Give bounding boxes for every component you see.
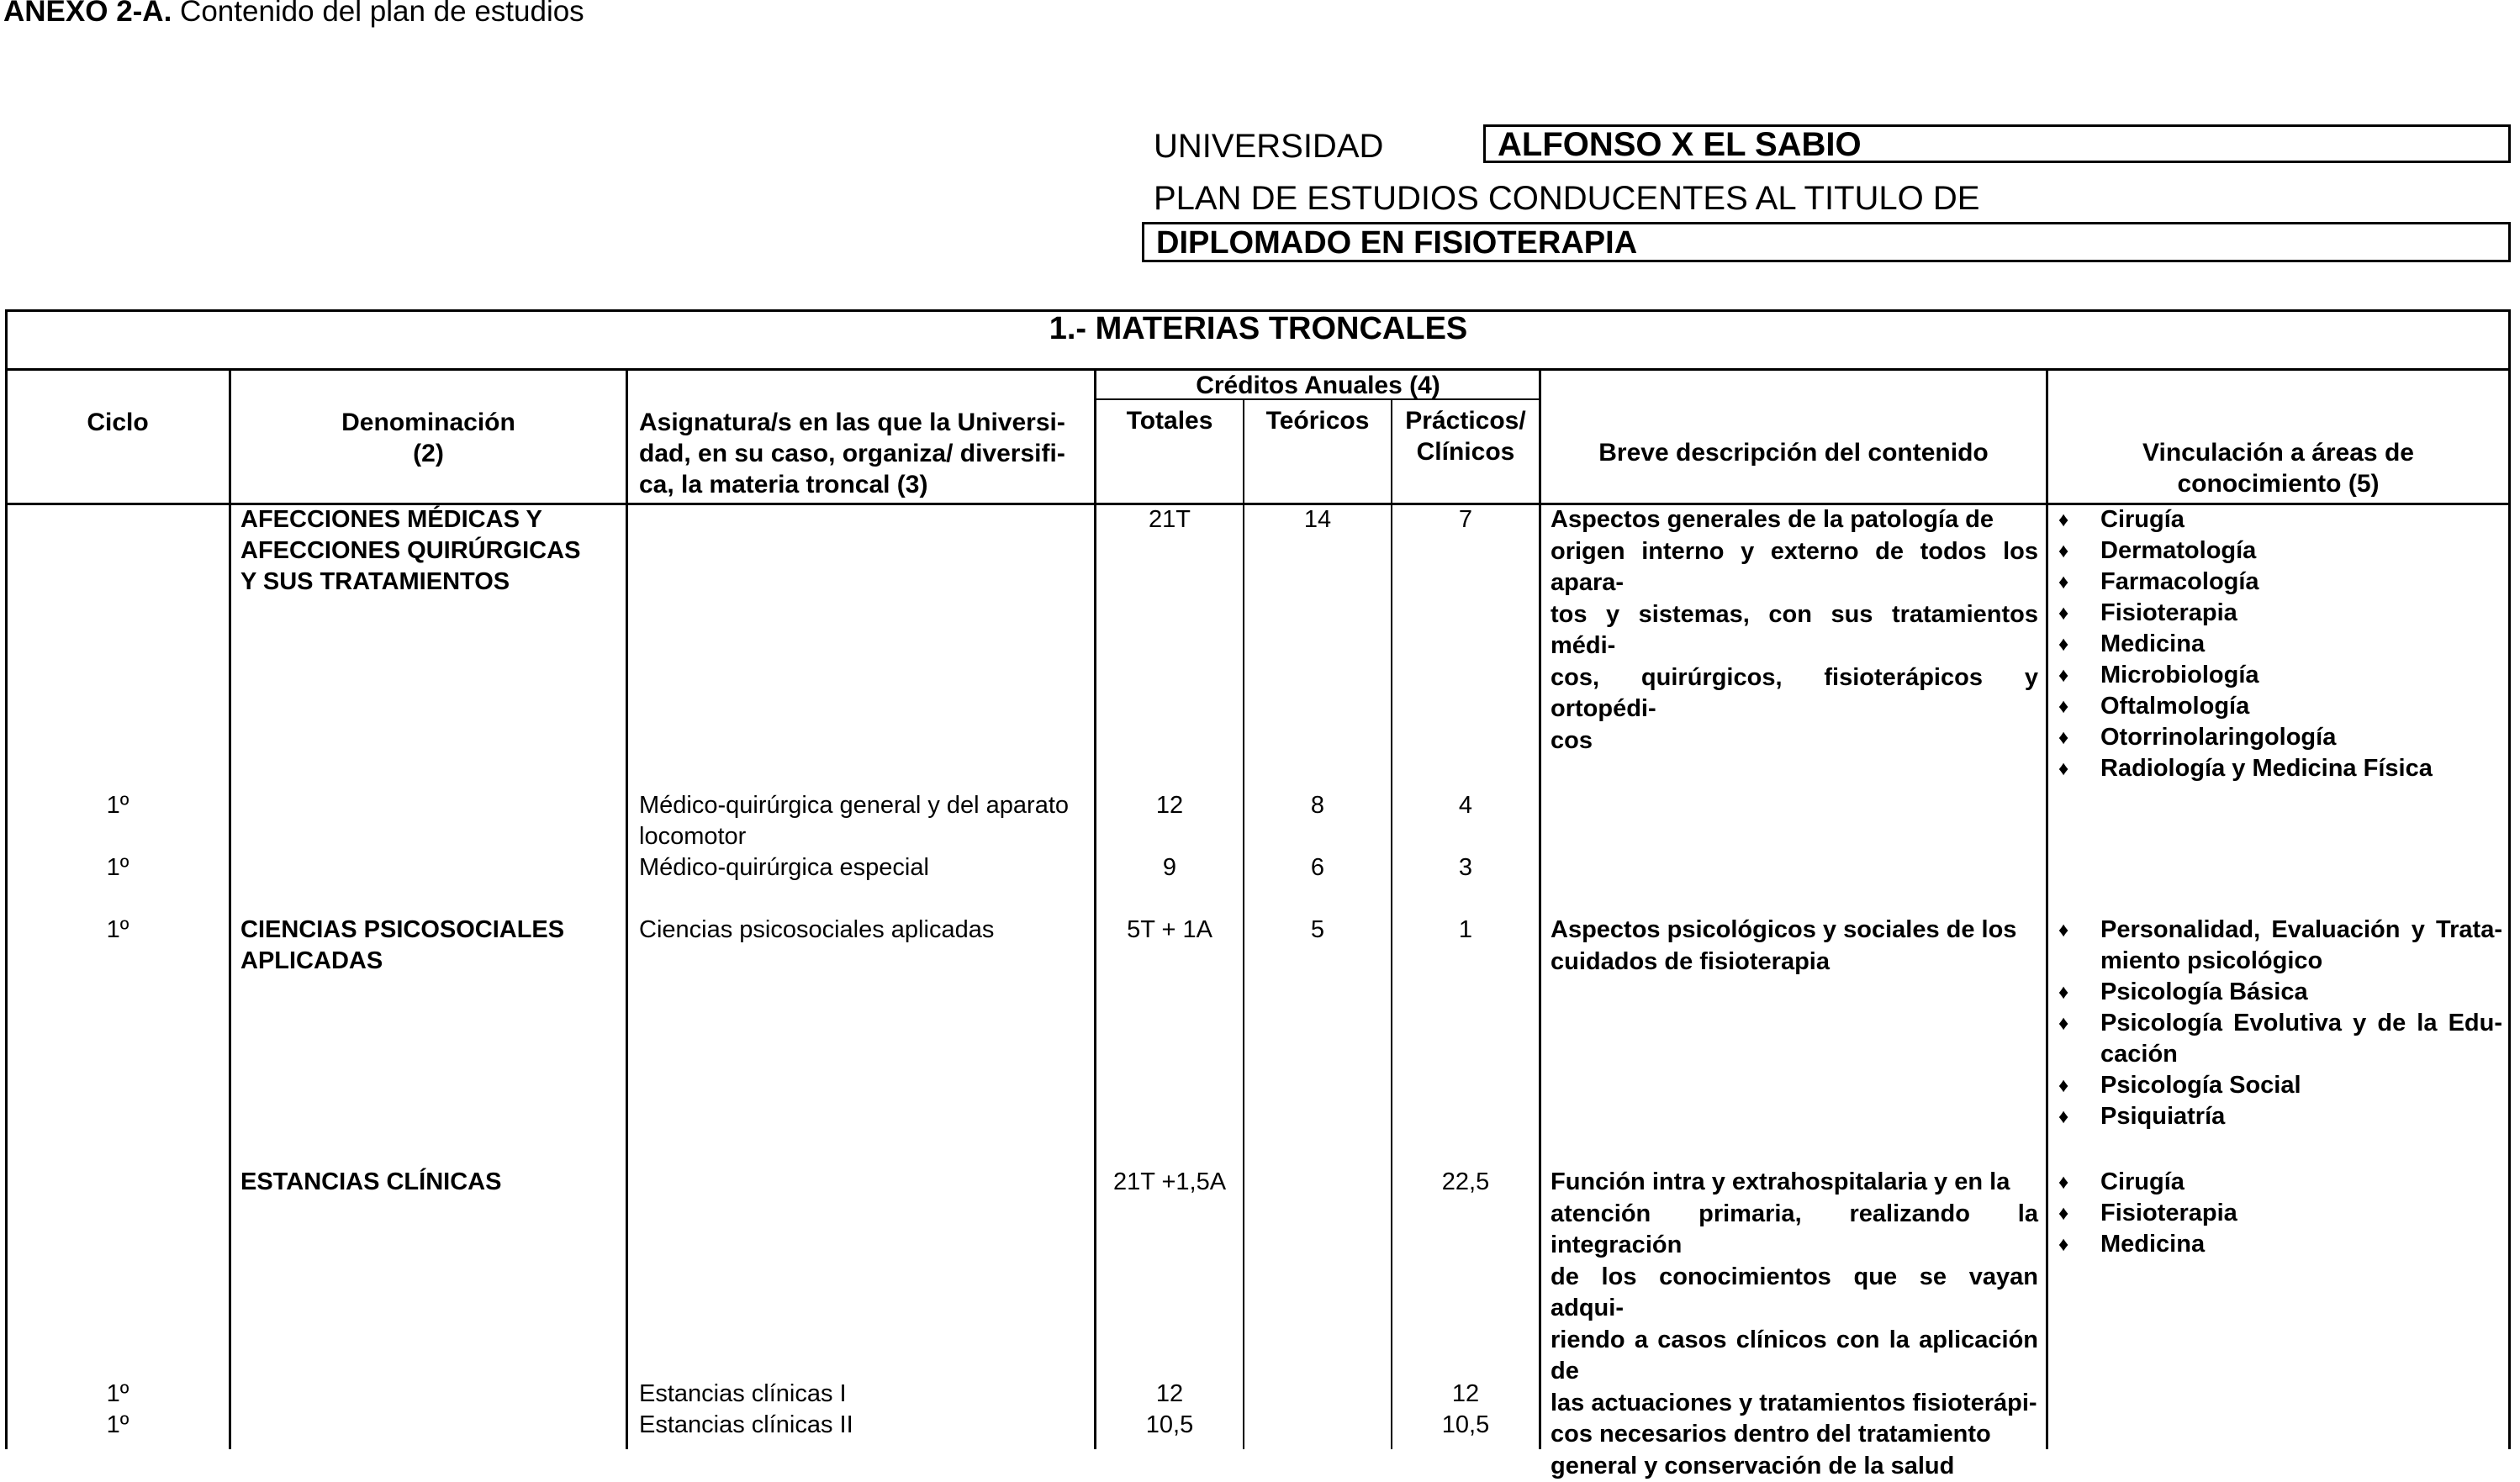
desc-1-line: origen interno y externo de todos los apara- xyxy=(1551,536,2038,599)
annex-text: Contenido del plan de estudios xyxy=(180,0,584,28)
header-creditos: Créditos Anuales (4) xyxy=(1096,370,1540,401)
area-item: ♦ Radiología y Medicina Física xyxy=(2057,753,2502,784)
universidad-label: UNIVERSIDAD xyxy=(1154,128,1383,166)
materia-2-asignatura: Ciencias psicosociales aplicadas xyxy=(639,915,1093,946)
asig-3-2-nombre: Estancias clínicas II xyxy=(639,1410,1093,1441)
asig-1-1-teoricos: 8 xyxy=(1244,790,1391,821)
area-item: ♦ Oftalmología xyxy=(2057,691,2502,722)
col-line-6 xyxy=(1539,368,1541,1449)
asig-3-2-practicos: 10,5 xyxy=(1392,1410,1539,1441)
asig-1-1-ciclo: 1º xyxy=(7,790,229,821)
area-item: ♦ Otorrinolaringología xyxy=(2057,722,2502,753)
area-item: ♦ Personalidad, Evaluación y Trata- miento psicológico xyxy=(2057,915,2502,977)
desc-3-line: riendo a casos clínicos con la aplicación de xyxy=(1551,1325,2038,1388)
header-practicos-line2: Clínicos xyxy=(1392,436,1539,467)
desc-3-line: Función intra y extrahospitalaria y en la xyxy=(1551,1167,2038,1199)
area-item: ♦ Fisioterapia xyxy=(2057,598,2502,629)
plan-label: PLAN DE ESTUDIOS CONDUCENTES AL TITULO DE xyxy=(1154,180,1979,218)
asig-3-2-ciclo: 1º xyxy=(7,1410,229,1441)
header-vinculacion xyxy=(2048,437,2508,499)
materia-1-teoricos: 14 xyxy=(1244,504,1391,535)
area-item: ♦ Medicina xyxy=(2057,1229,2502,1260)
area-item: ♦ Psicología Evolutiva y de la Edu- cación xyxy=(2057,1008,2502,1070)
annex-title xyxy=(3,0,584,29)
materia-3-areas xyxy=(2057,1167,2502,1260)
materia-2-totales: 5T + 1A xyxy=(1096,915,1243,946)
materia-2-teoricos: 5 xyxy=(1244,915,1391,946)
header-practicos xyxy=(1392,405,1539,467)
desc-1-line: cos, quirúrgicos, fisioterápicos y ortopédi- xyxy=(1551,662,2038,725)
header-totales: Totales xyxy=(1096,405,1243,436)
area-item: ♦ Microbiología xyxy=(2057,660,2502,691)
area-item: ♦ Psicología Básica xyxy=(2057,977,2502,1008)
materia-3-descripcion xyxy=(1551,1167,2038,1482)
header-descripcion: Breve descripción del contenido xyxy=(1541,437,2046,468)
materia-2-ciclo: 1º xyxy=(7,915,229,946)
materia-1-denominacion xyxy=(240,504,615,598)
materia-2-denominacion xyxy=(240,915,615,977)
materia-1-descripcion xyxy=(1551,504,2038,757)
desc-2-line: cuidados de fisioterapia xyxy=(1551,947,2038,978)
header-denominacion-label: Denominación xyxy=(231,407,626,438)
asig-1-1-practicos: 4 xyxy=(1392,790,1539,821)
titulo-value: DIPLOMADO EN FISIOTERAPIA xyxy=(1142,222,2511,262)
header-practicos-line1: Prácticos/ xyxy=(1392,405,1539,436)
asig-1-1-nombre xyxy=(639,790,1093,852)
materia-3-totales: 21T +1,5A xyxy=(1096,1167,1243,1198)
asig-1-1-totales: 12 xyxy=(1096,790,1243,821)
materia-2-descripcion xyxy=(1551,915,2038,978)
desc-3-line: general y conservación de la salud xyxy=(1551,1451,2038,1482)
materia-2-areas xyxy=(2057,915,2502,1132)
asig-1-2-totales: 9 xyxy=(1096,852,1243,883)
asig-3-1-totales: 12 xyxy=(1096,1379,1243,1410)
materia-1-areas xyxy=(2057,504,2502,784)
universidad-value: ALFONSO X EL SABIO xyxy=(1483,124,2511,163)
annex-prefix: ANEXO 2-A. xyxy=(3,0,172,28)
desc-1-line: tos y sistemas, con sus tratamientos médi- xyxy=(1551,599,2038,662)
table-right-border xyxy=(2508,309,2511,1449)
asig-1-1-nombre-line1: Médico-quirúrgica general y del aparato xyxy=(639,790,1093,821)
materia-2-practicos: 1 xyxy=(1392,915,1539,946)
materia-1-denominacion-line2: AFECCIONES QUIRÚRGICAS xyxy=(240,535,615,567)
asig-3-1-nombre: Estancias clínicas I xyxy=(639,1379,1093,1410)
col-line-1 xyxy=(229,368,231,1449)
asig-1-2-nombre: Médico-quirúrgica especial xyxy=(639,852,1093,883)
area-item: ♦ Fisioterapia xyxy=(2057,1198,2502,1229)
col-line-7 xyxy=(2046,368,2048,1449)
header-ciclo: Ciclo xyxy=(7,407,229,438)
header-asignaturas-line3: ca, la materia troncal (3) xyxy=(639,469,1093,500)
materia-1-denominacion-line1: AFECCIONES MÉDICAS Y xyxy=(240,504,615,535)
asig-3-2-totales: 10,5 xyxy=(1096,1410,1243,1441)
header-vinculacion-line1: Vinculación a áreas de xyxy=(2048,437,2508,468)
area-item: ♦ Psiquiatría xyxy=(2057,1101,2502,1132)
materia-1-practicos: 7 xyxy=(1392,504,1539,535)
asig-1-2-practicos: 3 xyxy=(1392,852,1539,883)
materia-1-totales: 21T xyxy=(1096,504,1243,535)
col-line-2 xyxy=(626,368,628,1449)
materia-3-denominacion: ESTANCIAS CLÍNICAS xyxy=(240,1167,615,1198)
header-denominacion xyxy=(231,407,626,469)
materia-2-denominacion-line2: APLICADAS xyxy=(240,946,615,977)
desc-1-line: cos xyxy=(1551,725,2038,757)
desc-2-line: Aspectos psicológicos y sociales de los xyxy=(1551,915,2038,947)
asig-1-2-ciclo: 1º xyxy=(7,852,229,883)
area-item: ♦ Psicología Social xyxy=(2057,1070,2502,1101)
desc-3-line: de los conocimientos que se vayan adqui- xyxy=(1551,1262,2038,1325)
desc-3-line: cos necesarios dentro del tratamiento xyxy=(1551,1419,2038,1451)
asig-1-2-teoricos: 6 xyxy=(1244,852,1391,883)
area-item: ♦ Dermatología xyxy=(2057,535,2502,567)
desc-3-line: las actuaciones y tratamientos fisioterápi- xyxy=(1551,1388,2038,1420)
header-asignaturas-line2: dad, en su caso, organiza/ diversifi- xyxy=(639,438,1093,469)
materia-1-denominacion-line3: Y SUS TRATAMIENTOS xyxy=(240,567,615,598)
materia-2-denominacion-line1: CIENCIAS PSICOSOCIALES xyxy=(240,915,615,946)
desc-1-line: Aspectos generales de la patología de xyxy=(1551,504,2038,536)
header-teoricos: Teóricos xyxy=(1244,405,1391,436)
header-vinculacion-line2: conocimiento (5) xyxy=(2048,468,2508,499)
area-item: ♦ Medicina xyxy=(2057,629,2502,660)
area-item: ♦ Cirugía xyxy=(2057,1167,2502,1198)
table-title: 1.- MATERIAS TRONCALES xyxy=(7,311,2510,347)
area-item: ♦ Farmacología xyxy=(2057,567,2502,598)
asig-1-1-nombre-line2: locomotor xyxy=(639,821,1093,852)
asig-3-1-ciclo: 1º xyxy=(7,1379,229,1410)
header-asignaturas-line1: Asignatura/s en las que la Universi- xyxy=(639,407,1093,438)
header-denominacion-note: (2) xyxy=(231,438,626,469)
asig-3-1-practicos: 12 xyxy=(1392,1379,1539,1410)
desc-3-line: atención primaria, realizando la integración xyxy=(1551,1199,2038,1262)
header-asignaturas xyxy=(639,407,1093,500)
materia-3-practicos: 22,5 xyxy=(1392,1167,1539,1198)
area-item: ♦ Cirugía xyxy=(2057,504,2502,535)
